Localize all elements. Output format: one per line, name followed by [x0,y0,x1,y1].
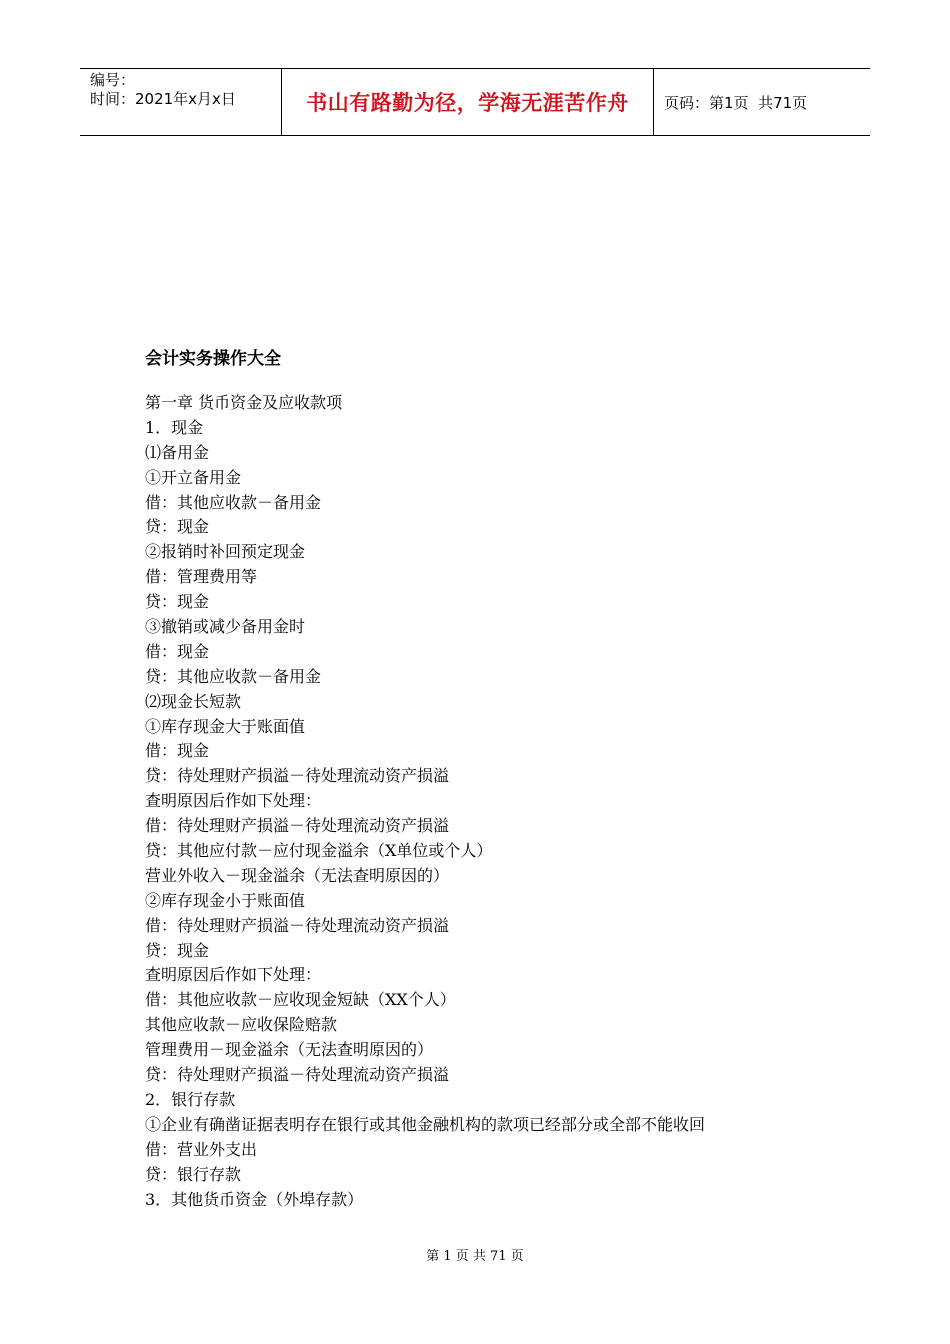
header-motto: 书山有路勤为径，学海无涯苦作舟 [282,69,654,135]
text-line: 贷：银行存款 [145,1164,242,1184]
page-header [80,68,870,136]
time-label: 时间：2021年x月x日 [90,90,236,108]
text-line: ②报销时补回预定现金 [145,542,306,562]
document-title: 会计实务操作大全 [145,349,281,369]
text-line: 借：其他应收款－备用金 [145,492,322,512]
text-line: 借：管理费用等 [145,567,258,587]
text-line: ①开立备用金 [145,467,242,487]
text-line: ③撤销或减少备用金时 [145,617,306,637]
page-footer: 第 1 页 共 71 页 [426,1249,524,1264]
text-line: 2．银行存款 [145,1089,236,1109]
text-line: 借：现金 [145,641,210,661]
text-line: 贷：待处理财产损溢－待处理流动资产损溢 [145,1065,450,1085]
text-line: 贷：现金 [145,940,210,960]
text-line: 贷：待处理财产损溢－待处理流动资产损溢 [145,766,450,786]
text-line: 借：待处理财产损溢－待处理流动资产损溢 [145,816,450,836]
text-line: 营业外收入－现金溢余（无法查明原因的） [145,865,450,885]
text-line: 1．现金 [145,417,204,437]
text-line: 查明原因后作如下处理： [145,965,322,985]
text-line: 管理费用－现金溢余（无法查明原因的） [145,1040,434,1060]
document-body [145,391,845,1212]
header-meta [80,69,282,135]
text-line: 借：现金 [145,741,210,761]
header-page-info: 页码：第1页 共71页 [664,93,808,112]
text-line: 贷：其他应收款－备用金 [145,666,322,686]
number-label: 编号： [90,71,136,89]
text-line: ①库存现金大于账面值 [145,716,306,736]
text-line: 借：营业外支出 [145,1139,258,1159]
text-line: 贷：其他应付款－应付现金溢余（X单位或个人） [145,841,493,861]
text-line: ②库存现金小于账面值 [145,890,306,910]
text-line: ⑴备用金 [145,442,210,462]
text-line: 借：待处理财产损溢－待处理流动资产损溢 [145,915,450,935]
text-line: ①企业有确凿证据表明存在银行或其他金融机构的款项已经部分或全部不能收回 [145,1114,706,1134]
text-line: 借：其他应收款－应收现金短缺（XX个人） [145,990,456,1010]
text-line: 贷：现金 [145,517,210,537]
text-line: 贷：现金 [145,592,210,612]
text-line: 其他应收款－应收保险赔款 [145,1015,338,1035]
text-line: 第一章 货币资金及应收款项 [145,393,343,412]
text-line: 查明原因后作如下处理： [145,791,322,811]
text-line: 3．其他货币资金（外埠存款） [145,1189,364,1209]
text-line: ⑵现金长短款 [145,691,242,711]
